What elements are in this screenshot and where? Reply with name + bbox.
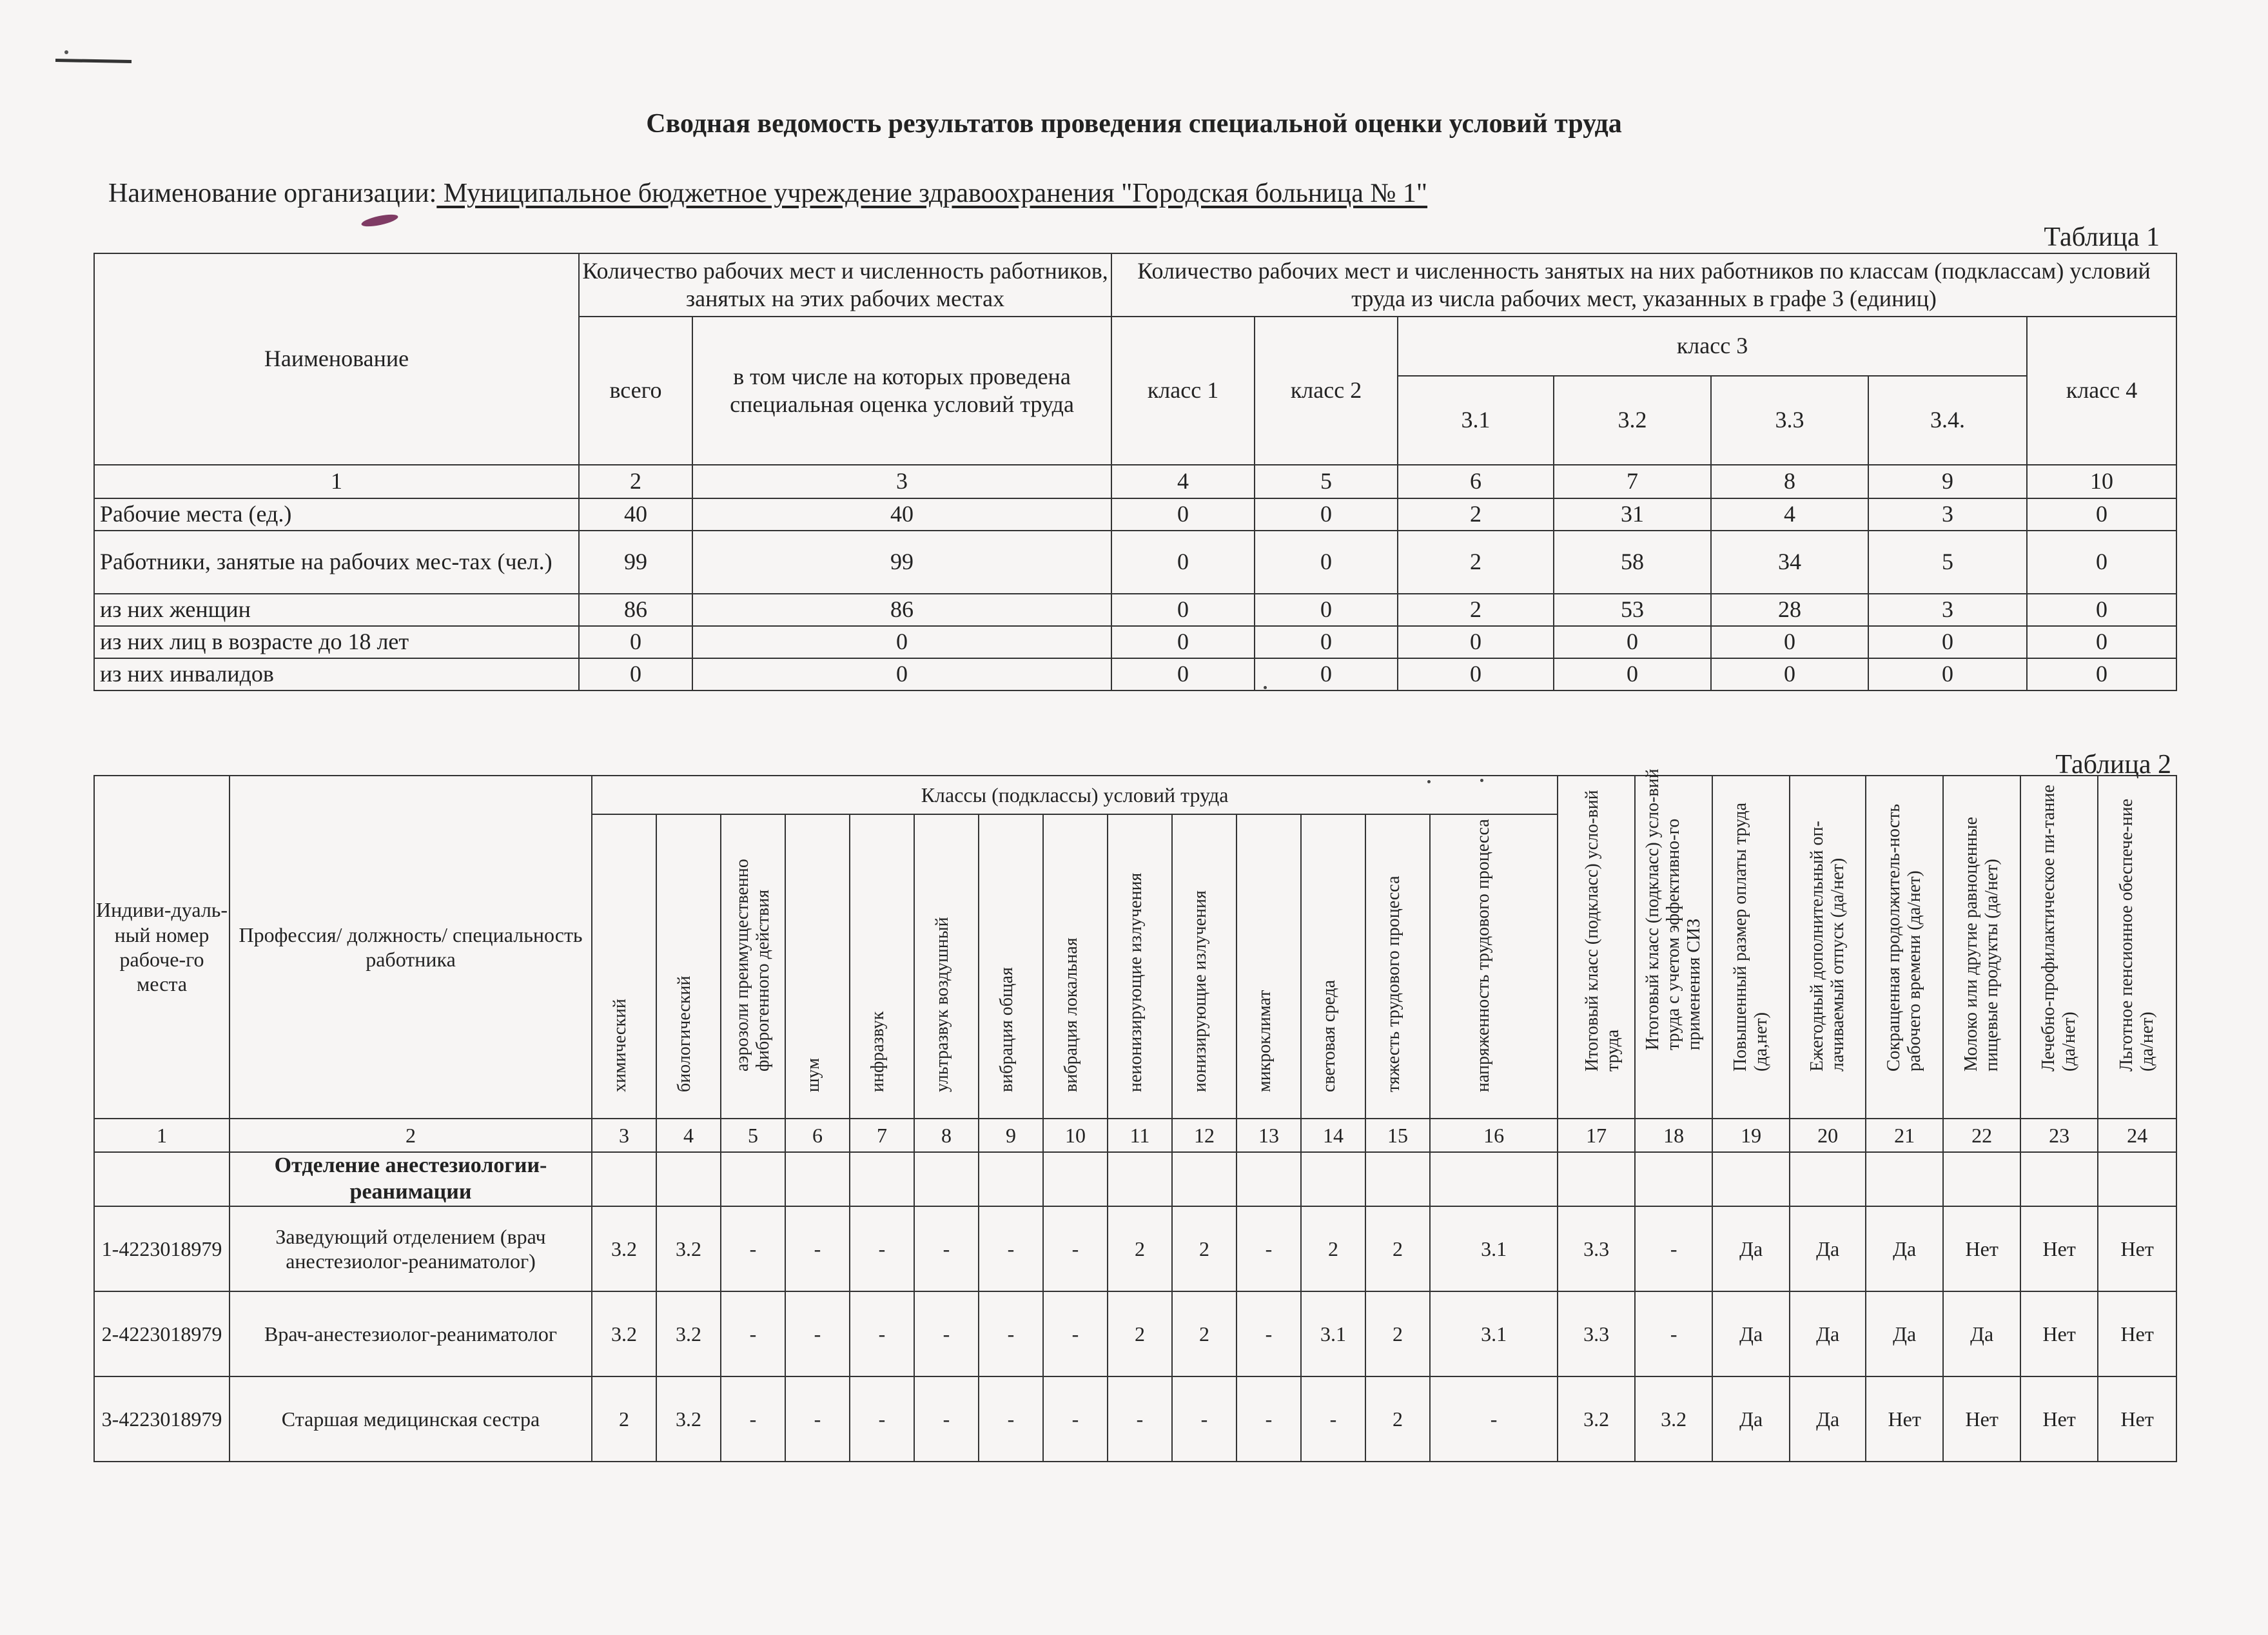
header-factor: аэрозоли преимущественно фиброгенного действия (721, 814, 785, 1119)
cell-value: 3.2 (1558, 1376, 1635, 1462)
cell-value: 2 (592, 1376, 656, 1462)
cell-value: 2 (1398, 594, 1554, 626)
empty-cell (1237, 1152, 1301, 1206)
cell-value: 3.1 (1430, 1206, 1558, 1291)
col-number: 17 (1558, 1119, 1635, 1152)
cell-value: Да (1712, 1206, 1790, 1291)
organization-label: Наименование организации: (108, 179, 437, 208)
organization-line (108, 178, 1427, 209)
cell-value: 58 (1554, 531, 1711, 594)
workplace-table (93, 769, 2177, 1462)
workplace-id: 2-4223018979 (94, 1291, 230, 1376)
cell-value: 3.2 (1635, 1376, 1712, 1462)
cell-value: - (914, 1291, 979, 1376)
header-classes-group: Количество рабочих мест и численность занятых на них работников по классам (подклассам) условий труда из числа рабочих мест, указанных в графе 3 (единиц) (1111, 253, 2176, 317)
cell-value: 0 (1868, 658, 2027, 690)
header-assessed: в том числе на которых проведена специальная оценка условий труда (692, 317, 1111, 465)
empty-cell (656, 1152, 721, 1206)
cell-value: 3.2 (592, 1291, 656, 1376)
table-row (94, 594, 2176, 626)
column-numbers-row (94, 465, 2176, 498)
cell-value: 2 (1108, 1291, 1172, 1376)
cell-value: - (1237, 1291, 1301, 1376)
col-number: 15 (1365, 1119, 1430, 1152)
empty-cell (979, 1152, 1043, 1206)
header-class3-2: 3.2 (1554, 376, 1711, 465)
cell-value: - (1237, 1206, 1301, 1291)
cell-value: - (1635, 1291, 1712, 1376)
cell-value: - (850, 1376, 914, 1462)
col-number: 10 (2027, 465, 2176, 498)
header-factor: микроклимат (1237, 814, 1301, 1119)
header-factor: световая среда (1301, 814, 1365, 1119)
cell-value: 0 (1255, 531, 1398, 594)
col-number: 10 (1043, 1119, 1108, 1152)
cell-value: - (850, 1291, 914, 1376)
cell-value: 0 (692, 626, 1111, 658)
cell-value: 0 (1868, 626, 2027, 658)
row-label: из них женщин (94, 594, 579, 626)
row-label: из них инвалидов (94, 658, 579, 690)
cell-value: 2 (1398, 498, 1554, 531)
col-number: 4 (1111, 465, 1255, 498)
cell-value: - (914, 1376, 979, 1462)
header-classes-group: Классы (подклассы) условий труда (592, 776, 1558, 814)
scan-speck (1480, 779, 1483, 782)
cell-value: 0 (1111, 498, 1255, 531)
cell-value: 0 (2027, 594, 2176, 626)
col-number: 21 (1866, 1119, 1943, 1152)
col-number: 9 (1868, 465, 2027, 498)
table-row (94, 626, 2176, 658)
cell-value: Нет (2098, 1291, 2176, 1376)
cell-value: 31 (1554, 498, 1711, 531)
header-factor: инфразвук (850, 814, 914, 1119)
cell-value: 3.1 (1430, 1291, 1558, 1376)
col-number: 1 (94, 1119, 230, 1152)
cell-value: 0 (2027, 658, 2176, 690)
header-class3-1: 3.1 (1398, 376, 1554, 465)
col-number: 11 (1108, 1119, 1172, 1152)
document-title: Сводная ведомость результатов проведения специальной оценки условий труда (646, 109, 1622, 139)
col-number: 5 (721, 1119, 785, 1152)
cell-value: 0 (1554, 658, 1711, 690)
col-number: 6 (785, 1119, 850, 1152)
profession-name: Врач-анестезиолог-реаниматолог (230, 1291, 592, 1376)
header-class3-4: 3.4. (1868, 376, 2027, 465)
cell-value: - (1172, 1376, 1237, 1462)
col-number: 7 (850, 1119, 914, 1152)
summary-table (93, 253, 2177, 691)
header-factor: химический (592, 814, 656, 1119)
cell-value: - (979, 1376, 1043, 1462)
profession-name: Заведующий отделением (врач анестезиолог-реаниматолог) (230, 1206, 592, 1291)
cell-value: 0 (1711, 626, 1868, 658)
cell-value: - (721, 1206, 785, 1291)
cell-value: Да (1790, 1291, 1866, 1376)
cell-value: - (914, 1206, 979, 1291)
row-label: Рабочие места (ед.) (94, 498, 579, 531)
empty-cell (94, 1152, 230, 1206)
col-number: 5 (1255, 465, 1398, 498)
header-increased-pay: Повышенный размер оплаты труда (да,нет) (1712, 776, 1790, 1119)
cell-value: - (1108, 1376, 1172, 1462)
cell-value: - (785, 1291, 850, 1376)
col-number: 16 (1430, 1119, 1558, 1152)
header-final-class: Итоговый класс (подкласс) усло-вий труда (1558, 776, 1635, 1119)
cell-value: 40 (692, 498, 1111, 531)
cell-value: Да (1866, 1206, 1943, 1291)
header-factor: неионизирующие излучения (1108, 814, 1172, 1119)
empty-cell (1043, 1152, 1108, 1206)
cell-value: 3.2 (656, 1376, 721, 1462)
cell-value: 0 (1398, 626, 1554, 658)
organization-name: Муниципальное бюджетное учреждение здравоохранения "Городская больница № 1" (436, 179, 1428, 208)
header-total: всего (579, 317, 692, 465)
cell-value: 2 (1365, 1291, 1430, 1376)
cell-value: Нет (2020, 1291, 2098, 1376)
cell-value: 2 (1172, 1206, 1237, 1291)
header-factor: вибрация локальная (1043, 814, 1108, 1119)
cell-value: - (1043, 1291, 1108, 1376)
col-number: 24 (2098, 1119, 2176, 1152)
col-number: 13 (1237, 1119, 1301, 1152)
cell-value: 3.2 (656, 1291, 721, 1376)
cell-value: 0 (1111, 658, 1255, 690)
cell-value: - (785, 1206, 850, 1291)
cell-value: 0 (1111, 531, 1255, 594)
table-row (94, 1291, 2176, 1376)
col-number: 2 (230, 1119, 592, 1152)
empty-cell (1866, 1152, 1943, 1206)
section-row (94, 1152, 2176, 1206)
cell-value: 2 (1301, 1206, 1365, 1291)
cell-value: Да (1712, 1376, 1790, 1462)
cell-value: 40 (579, 498, 692, 531)
empty-cell (1635, 1152, 1712, 1206)
empty-cell (1790, 1152, 1866, 1206)
cell-value: Нет (2020, 1376, 2098, 1462)
col-number: 23 (2020, 1119, 2098, 1152)
cell-value: 3.3 (1558, 1206, 1635, 1291)
empty-cell (1172, 1152, 1237, 1206)
col-number: 22 (1943, 1119, 2020, 1152)
cell-value: 0 (692, 658, 1111, 690)
cell-value: 2 (1398, 531, 1554, 594)
empty-cell (1712, 1152, 1790, 1206)
scan-mark (55, 59, 132, 63)
cell-value: 0 (2027, 531, 2176, 594)
cell-value: 0 (1111, 626, 1255, 658)
cell-value: - (1430, 1376, 1558, 1462)
cell-value: Да (1866, 1291, 1943, 1376)
header-class4: класс 4 (2027, 317, 2176, 465)
header-class3: класс 3 (1398, 317, 2027, 376)
cell-value: 0 (1255, 658, 1398, 690)
cell-value: Нет (2098, 1376, 2176, 1462)
cell-value: 0 (1554, 626, 1711, 658)
cell-value: 0 (1398, 658, 1554, 690)
cell-value: Нет (1943, 1376, 2020, 1462)
col-number: 6 (1398, 465, 1554, 498)
cell-value: Да (1790, 1376, 1866, 1462)
col-number: 7 (1554, 465, 1711, 498)
empty-cell (721, 1152, 785, 1206)
header-pension: Льготное пенсионное обеспече-ние (да/нет) (2098, 776, 2176, 1119)
cell-value: 28 (1711, 594, 1868, 626)
header-factor: вибрация общая (979, 814, 1043, 1119)
cell-value: 86 (692, 594, 1111, 626)
cell-value: - (1043, 1206, 1108, 1291)
section-title: Отделение анестезиологии-реанимации (230, 1152, 592, 1206)
table1-caption: Таблица 1 (2044, 222, 2160, 252)
cell-value: - (1043, 1376, 1108, 1462)
header-class2: класс 2 (1255, 317, 1398, 465)
cell-value: 86 (579, 594, 692, 626)
empty-cell (1430, 1152, 1558, 1206)
cell-value: 0 (1255, 594, 1398, 626)
workplace-id: 3-4223018979 (94, 1376, 230, 1462)
table2-caption: Таблица 2 (2055, 750, 2171, 779)
cell-value: - (979, 1206, 1043, 1291)
header-factor: ионизирующие излучения (1172, 814, 1237, 1119)
table-row (94, 1206, 2176, 1291)
cell-value: 0 (1111, 594, 1255, 626)
cell-value: Да (1712, 1291, 1790, 1376)
scan-speck (1264, 686, 1267, 689)
cell-value: 3.2 (656, 1206, 721, 1291)
col-number: 8 (1711, 465, 1868, 498)
cell-value: 99 (692, 531, 1111, 594)
table-row (94, 531, 2176, 594)
cell-value: - (1635, 1206, 1712, 1291)
cell-value: 3.2 (592, 1206, 656, 1291)
col-number: 18 (1635, 1119, 1712, 1152)
cell-value: - (850, 1206, 914, 1291)
header-class3-3: 3.3 (1711, 376, 1868, 465)
cell-value: - (785, 1376, 850, 1462)
header-workplaces-group: Количество рабочих мест и численность работников, занятых на этих рабочих местах (579, 253, 1111, 317)
cell-value: 99 (579, 531, 692, 594)
header-name: Наименование (94, 253, 579, 465)
empty-cell (592, 1152, 656, 1206)
cell-value: 3.1 (1301, 1291, 1365, 1376)
col-number: 1 (94, 465, 579, 498)
pen-mark (360, 212, 399, 229)
cell-value: - (979, 1291, 1043, 1376)
empty-cell (1108, 1152, 1172, 1206)
empty-cell (850, 1152, 914, 1206)
cell-value: 5 (1868, 531, 2027, 594)
cell-value: - (1301, 1376, 1365, 1462)
cell-value: 0 (1255, 626, 1398, 658)
cell-value: 0 (2027, 498, 2176, 531)
cell-value: Нет (2098, 1206, 2176, 1291)
table-row (94, 1376, 2176, 1462)
empty-cell (1558, 1152, 1635, 1206)
cell-value: 2 (1108, 1206, 1172, 1291)
col-number: 2 (579, 465, 692, 498)
cell-value: Нет (2020, 1206, 2098, 1291)
cell-value: 0 (579, 658, 692, 690)
workplace-id: 1-4223018979 (94, 1206, 230, 1291)
column-numbers-row (94, 1119, 2176, 1152)
cell-value: 2 (1365, 1206, 1430, 1291)
scan-speck (1427, 780, 1431, 783)
cell-value: Да (1943, 1291, 2020, 1376)
table-row (94, 658, 2176, 690)
row-label: Работники, занятые на рабочих мес-тах (чел.) (94, 531, 579, 594)
table-row (94, 498, 2176, 531)
header-factor: напряженность трудового процесса (1430, 814, 1558, 1119)
col-number: 12 (1172, 1119, 1237, 1152)
header-short-hours: Сокращенная продолжитель-ность рабочего времени (да/нет) (1866, 776, 1943, 1119)
cell-value: 3.3 (1558, 1291, 1635, 1376)
cell-value: - (721, 1376, 785, 1462)
header-final-class-ppe: Итоговый класс (подкласс) усло-вий труда с учетом эффективно-го применения СИЗ (1635, 776, 1712, 1119)
header-factor: шум (785, 814, 850, 1119)
cell-value: - (1237, 1376, 1301, 1462)
row-label: из них лиц в возрасте до 18 лет (94, 626, 579, 658)
col-number: 20 (1790, 1119, 1866, 1152)
cell-value: 0 (2027, 626, 2176, 658)
header-milk: Молоко или другие равноценные пищевые продукты (да/нет) (1943, 776, 2020, 1119)
header-extra-leave: Ежегодный дополнительный оп-лачиваемый отпуск (да/нет) (1790, 776, 1866, 1119)
cell-value: Нет (1943, 1206, 2020, 1291)
scan-speck (64, 50, 68, 54)
col-number: 19 (1712, 1119, 1790, 1152)
cell-value: 53 (1554, 594, 1711, 626)
profession-name: Старшая медицинская сестра (230, 1376, 592, 1462)
cell-value: Да (1790, 1206, 1866, 1291)
empty-cell (1301, 1152, 1365, 1206)
cell-value: 0 (1255, 498, 1398, 531)
empty-cell (1365, 1152, 1430, 1206)
header-factor: биологический (656, 814, 721, 1119)
header-therapeutic-food: Лечебно-профилактическое пи-тание (да/нет) (2020, 776, 2098, 1119)
cell-value: 3 (1868, 498, 2027, 531)
col-number: 9 (979, 1119, 1043, 1152)
empty-cell (1943, 1152, 2020, 1206)
cell-value: 2 (1172, 1291, 1237, 1376)
cell-value: 34 (1711, 531, 1868, 594)
empty-cell (2098, 1152, 2176, 1206)
cell-value: - (721, 1291, 785, 1376)
cell-value: Нет (1866, 1376, 1943, 1462)
col-number: 14 (1301, 1119, 1365, 1152)
cell-value: 0 (1711, 658, 1868, 690)
col-number: 8 (914, 1119, 979, 1152)
col-number: 3 (592, 1119, 656, 1152)
empty-cell (2020, 1152, 2098, 1206)
empty-cell (914, 1152, 979, 1206)
header-factor: ультразвук воздушный (914, 814, 979, 1119)
col-number: 3 (692, 465, 1111, 498)
header-profession: Профессия/ должность/ специальность работника (230, 776, 592, 1119)
cell-value: 2 (1365, 1376, 1430, 1462)
cell-value: 4 (1711, 498, 1868, 531)
cell-value: 3 (1868, 594, 2027, 626)
header-class1: класс 1 (1111, 317, 1255, 465)
col-number: 4 (656, 1119, 721, 1152)
header-factor: тяжесть трудового процесса (1365, 814, 1430, 1119)
cell-value: 0 (579, 626, 692, 658)
empty-cell (785, 1152, 850, 1206)
header-workplace-id: Индиви-дуаль-ный номер рабоче-го места (94, 776, 230, 1119)
